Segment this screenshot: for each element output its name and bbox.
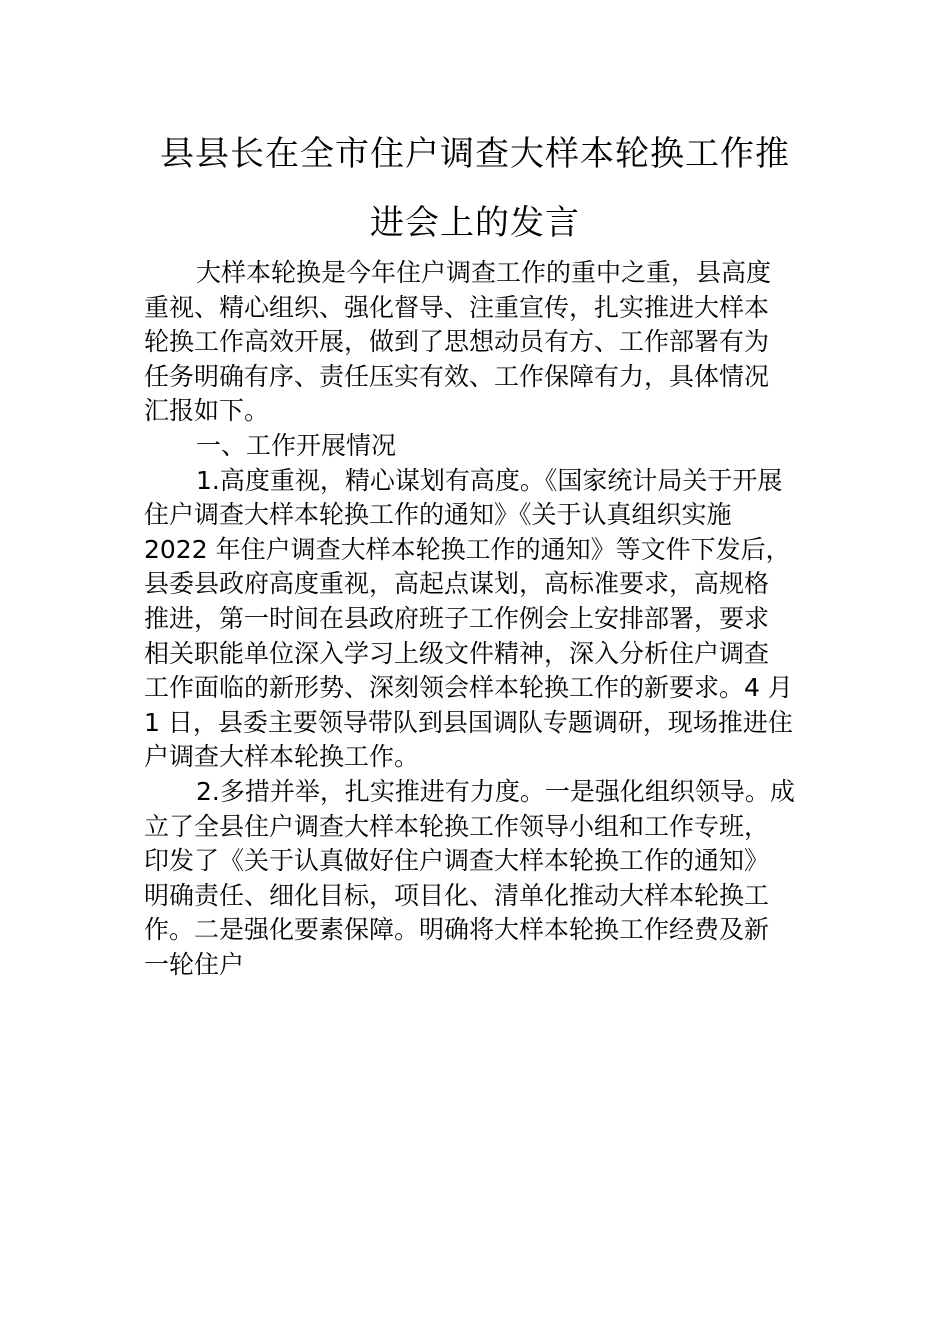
body-line: 立了全县住户调查大样本轮换工作领导小组和工作专班， [144, 811, 770, 841]
body-line: 重视、精心组织、强化督导、注重宣传，扎实推进大样本 [144, 292, 770, 322]
document-title-line-1: 县县长在全市住户调查大样本轮换工作推 [160, 134, 790, 174]
body-line: 推进，第一时间在县政府班子工作例会上安排部署，要求 [144, 603, 770, 633]
body-line: 2022 年住户调查大样本轮换工作的通知》等文件下发后， [144, 534, 791, 564]
body-line: 大样本轮换是今年住户调查工作的重中之重，县高度 [196, 258, 772, 287]
body-line: 住户调查大样本轮换工作的通知》《关于认真组织实施 [144, 500, 732, 530]
document-title-line-2: 进会上的发言 [370, 203, 580, 243]
body-line: 1 日，县委主要领导带队到县国调队专题调研，现场推进住 [144, 707, 793, 737]
body-line: 县委县政府高度重视，高起点谋划，高标准要求，高规格 [144, 569, 770, 599]
body-line: 轮换工作高效开展，做到了思想动员有方、工作部署有为 [144, 327, 770, 357]
body-line: 2.多措并举，扎实推进有力度。一是强化组织领导。成 [196, 776, 795, 806]
body-line: 户调查大样本轮换工作。 [144, 742, 420, 772]
body-line: 任务明确有序、责任压实有效、工作保障有力，具体情况 [144, 361, 770, 391]
body-line: 1.高度重视，精心谋划有高度。《国家统计局关于开展 [196, 465, 783, 495]
body-line: 一轮住户 [144, 949, 245, 979]
body-line: 相关职能单位深入学习上级文件精神，深入分析住户调查 [144, 638, 770, 668]
body-line: 明确责任、细化目标，项目化、清单化推动大样本轮换工 [144, 880, 770, 910]
body-line: 汇报如下。 [144, 396, 270, 426]
body-line: 作。二是强化要素保障。明确将大样本轮换工作经费及新 [144, 915, 770, 945]
body-line: 工作面临的新形势、深刻领会样本轮换工作的新要求。4 月 [144, 673, 793, 703]
document-body [144, 256, 814, 982]
body-line: 印发了《关于认真做好住户调查大样本轮换工作的通知》 [144, 846, 770, 876]
section-heading: 一、工作开展情况 [196, 430, 397, 460]
